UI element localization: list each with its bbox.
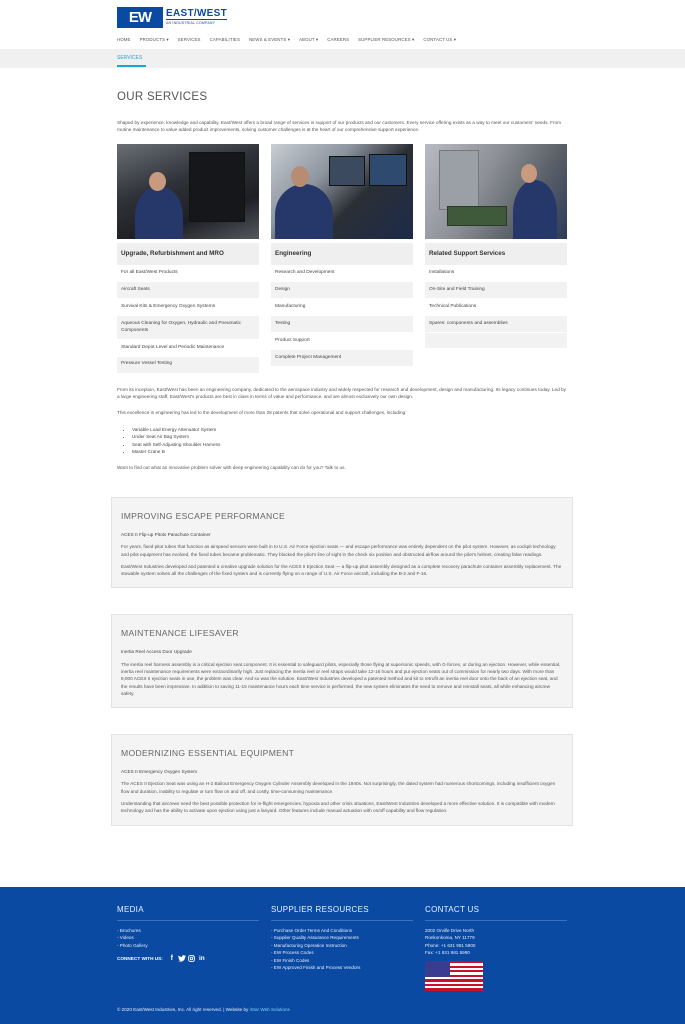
- nav-careers[interactable]: CAREERS: [327, 37, 350, 43]
- main-nav: [0, 32, 685, 49]
- fax-number: Fax: +1 631 981 5990: [425, 950, 470, 956]
- nav-home[interactable]: HOME: [117, 37, 131, 43]
- engineer-workstation-photo: [271, 144, 413, 239]
- story-paragraph: The ACES II Ejection Seat was using an H-2 Bailout Emergency Oxygen Cylinder Assembly developed in the 1940s. Not surprisingly, the dated system had numerous shortcomings, including insufficient oxygen flow and duration, inability to regulate or turn flow on and off, and costly, time-consuming maintenance.: [121, 781, 556, 794]
- twitter-icon[interactable]: [178, 955, 186, 963]
- field-support-photo: [425, 144, 567, 239]
- footer-link[interactable]: - EW Process Codes: [271, 950, 314, 956]
- story-paragraph: The inertia reel harness assembly is a critical ejection seat component. It is essential to safeguard pilots, especially those flying at supersonic speeds, with G-forces, or during an ejection. However, while essential, inertia reel maintenance requirements were extraordinarily high. Just replacing the inertia reel or reel straps would take 12-16 hours and put ejection seats out of commission for nearly two days. With more than 8,000 ACES II ejection seats in use, the problem was clear. And so was the solution. East/West Industries developed a patented method and kit to retrofit an inertia reel door onto the back of an ejection seat, and the results have been impressive. In addition to saving 11-15 maintenance hours each time service is performed, the new system eliminates the need to remove and reinstall seats, all while enhancing aircrew safety.: [121, 661, 561, 696]
- card-title: Upgrade, Refurbishment and MRO: [117, 243, 259, 265]
- section-bar: [0, 49, 685, 68]
- technician-seat-photo: [117, 144, 259, 239]
- story-paragraph: East/West Industries developed and patented a creative upgrade solution for the ACES II Ejection Seat — a flip-up pitot assembly designed as a complete recovery parachute container assembly replacement. The stowable system solves all the challenges of the fixed system and is currently flying on a range of U.S. Air Force aircraft, including the B-2 and F-16.: [121, 563, 562, 577]
- list-item: Standard Depot Level and Periodic Maintenance: [117, 340, 259, 357]
- story-subtitle: Inertia Reel Access Door Upgrade: [121, 648, 192, 654]
- list-item: Design: [271, 282, 413, 299]
- card-list: [117, 265, 259, 374]
- story-title: MAINTENANCE LIFESAVER: [121, 628, 239, 639]
- footer-link[interactable]: - EW Approved Finish and Process Vendors: [271, 965, 361, 971]
- footer-heading: SUPPLIER RESOURCES: [271, 904, 413, 921]
- section-underline: [117, 65, 146, 67]
- list-item: Spares: components and assemblies: [425, 316, 567, 333]
- list-item: • Under Seat Air Bag System: [132, 433, 567, 441]
- footer-contact: [425, 904, 579, 991]
- list-item: For all East/West Products: [117, 265, 259, 282]
- list-item: Survival Kits & Emergency Oxygen Systems: [117, 299, 259, 316]
- list-item: Research and Development: [271, 265, 413, 282]
- footer-link[interactable]: - EW Finish Codes: [271, 957, 310, 963]
- story-maintenance-lifesaver: [111, 614, 573, 708]
- nav-services[interactable]: SERVICES: [177, 37, 201, 43]
- copyright: [117, 1007, 290, 1014]
- copyright-text: © 2020 East/West Industries, Inc. All right reserved. | Website by: [117, 1007, 249, 1012]
- list-item: On-Site and Field Training: [425, 282, 567, 299]
- footer-link-photo-gallery[interactable]: - Photo Gallery: [117, 942, 148, 948]
- story-modernizing-equipment: [111, 734, 573, 825]
- logo-text: [166, 8, 227, 26]
- linkedin-icon[interactable]: in: [198, 955, 205, 963]
- connect-with-us: [117, 955, 271, 963]
- nav-contact-us[interactable]: CONTACT US ▾: [423, 37, 457, 43]
- list-item: Manufacturing: [271, 299, 413, 316]
- story-escape-performance: [111, 497, 573, 588]
- footer-supplier-resources: [271, 904, 425, 991]
- service-card-support: [425, 144, 567, 374]
- card-title: Related Support Services: [425, 243, 567, 265]
- service-card-engineering: [271, 144, 413, 374]
- phone-number[interactable]: Phone: +1 631 981 5900: [425, 942, 476, 948]
- facebook-icon[interactable]: f: [170, 955, 174, 963]
- connect-label: CONNECT WITH US:: [117, 955, 163, 961]
- story-paragraph: Understanding that aircrews need the best possible protection for in-flight emergencies, hypoxia and other crisis situations, East/West Industries developed a more effective solution. It is compatible with modern technology and has the ability to activate upon ejection using just a lanyard. Other features include manual actuation with on/off capability and flow regulation.: [121, 800, 555, 814]
- footer-media: [117, 904, 271, 991]
- footer-link-brochures[interactable]: - Brochures: [117, 927, 141, 933]
- intro-text: Shaped by experience, knowledge and capability, East/West offers a broad range of services in support of our products and our customers. Every service offering exists as a way to meet our customers' needs. From routine maintenance to value added product improvements, solving customer challenges is at the heart of our comprehensive support experience.: [117, 119, 562, 132]
- footer-link[interactable]: - Manufacturing Operation Instruction: [271, 942, 347, 948]
- logo-name: EAST/WEST: [166, 8, 228, 19]
- nav-supplier-resources[interactable]: SUPPLIER RESOURCES ▾: [358, 37, 415, 43]
- site-footer: [0, 887, 685, 1024]
- nav-products[interactable]: PRODUCTS ▾: [139, 37, 169, 43]
- list-item: Complete Project Management: [271, 350, 413, 367]
- list-item: Product Support: [271, 333, 413, 350]
- patents-list: [117, 426, 567, 456]
- story-paragraph: For years, fixed pitot tubes that function as airspeed sensors were built in to U.S. Air Force ejection seats — and escape performance was entirely dependent on the pilot system. However, as cockpit technology and pilot equipment has evolved, the fixed tubes became problematic. They blocked the pilot's line of sight in the check six position and obstructed airflow around the pilot's helmet, creating false readings.: [121, 544, 556, 557]
- list-item: Technical Publications: [425, 299, 567, 316]
- footer-heading: MEDIA: [117, 904, 259, 921]
- card-list: [271, 265, 413, 367]
- list-item: Pressure Vessel Testing: [117, 357, 259, 374]
- list-item: Installations: [425, 265, 567, 282]
- footer-link[interactable]: - Supplier Quality Assurance Requirements: [271, 935, 359, 941]
- main-content: [117, 89, 567, 826]
- service-cards: [117, 144, 567, 374]
- logo-tagline: AN INDUSTRIAL COMPANY: [166, 21, 216, 25]
- logo-mark: EW: [117, 7, 163, 28]
- website-credit-link[interactable]: iStar Web Solutions: [249, 1007, 290, 1012]
- story-subtitle: ACES II Emergency Oxygen System: [121, 768, 198, 774]
- list-item: Aqueous Cleaning for Oxygen, Hydraulic and Pneumatic Components: [117, 316, 259, 340]
- site-logo[interactable]: [117, 6, 227, 28]
- service-card-upgrade: [117, 144, 259, 374]
- page-title: OUR SERVICES: [117, 91, 208, 103]
- nav-news-events[interactable]: NEWS & EVENTS ▾: [248, 37, 291, 43]
- list-item: Testing: [271, 316, 413, 333]
- card-list: [425, 265, 567, 349]
- story-subtitle: ACES II Flip-up Pitots Parachute Container: [121, 531, 211, 537]
- card-title: Engineering: [271, 243, 413, 265]
- nav-about[interactable]: ABOUT ▾: [299, 37, 319, 43]
- list-item: Aircraft Seats: [117, 282, 259, 299]
- list-item: • Variable Load Energy Attenuator System: [132, 426, 567, 434]
- story-title: MODERNIZING ESSENTIAL EQUIPMENT: [121, 748, 295, 759]
- section-label[interactable]: SERVICES: [117, 55, 143, 61]
- us-flag-icon: [425, 961, 483, 991]
- site-header: [0, 0, 685, 32]
- address-line: 2002 Orville Drive North: [425, 927, 475, 933]
- nav-capabilities[interactable]: CAPABILITIES: [209, 37, 240, 43]
- address-line: Ronkonkoma, NY 11779: [425, 935, 475, 941]
- instagram-icon[interactable]: [188, 955, 196, 963]
- engineering-paragraph: From its inception, East/West has been an engineering company, dedicated to the aerospace industry and widely respected for research and development, design and manufacturing. Its legacy continues today. Led by a large engineering staff, East/West's products are best in class in terms of value and performance, and are almost exclusively our own design.: [117, 386, 566, 400]
- list-item: • Master Crane B: [132, 448, 567, 456]
- list-item: • Seat with Self-Adjusting Shoulder Harness: [132, 441, 567, 449]
- list-filler: [425, 333, 567, 349]
- footer-heading: CONTACT US: [425, 904, 567, 921]
- patents-paragraph: This excellence in engineering has led to the development of more than 28 patents that solve operational and support challenges, including:: [117, 410, 407, 416]
- footer-link[interactable]: - Purchase Order Terms And Conditions: [271, 927, 353, 933]
- story-title: IMPROVING ESCAPE PERFORMANCE: [121, 511, 286, 522]
- footer-link-videos[interactable]: - Videos: [117, 935, 134, 941]
- talk-to-us-paragraph: Want to find out what an innovative problem solver with deep engineering capability can do for you? Talk to us.: [117, 464, 346, 470]
